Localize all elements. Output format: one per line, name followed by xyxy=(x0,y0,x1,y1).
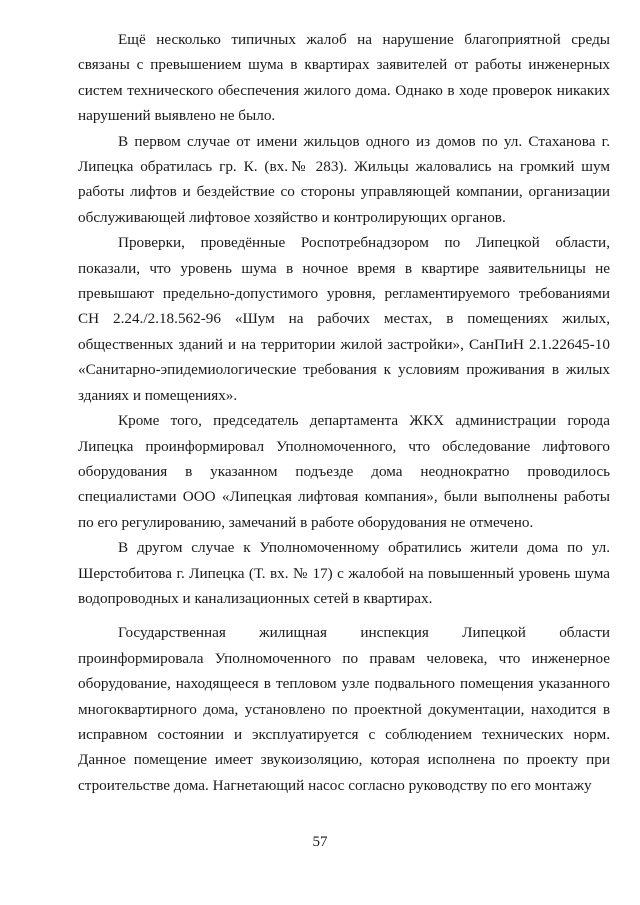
paragraph-rospotrebnadzor-check: Проверки, проведённые Роспотребнадзором по Липецкой области, показали, что уровень шума в ночное время в квартире заявительницы не превышают предельно-допустимого уровня, регламентируемого требованиями СН 2.24./2.18.562-96 «Шум на рабочих местах, в помещениях жилых, общественных зданий и на территории жилой застройки», СанПиН 2.1.22645-10 «Санитарно-эпидемиологические требования к условиям проживания в жилых зданиях и помещениях». xyxy=(78,234,610,404)
paragraph-housing-inspection: Государственная жилищная инспекция Липецкой области проинформировала Уполномоченного по правам человека, что инженерное оборудование, находящееся в тепловом узле подвального помещения указанного многоквартирного дома, установлено по проектной документации, находится в исправном состоянии и эксплуатируется с соблюдением технических норм. Данное помещение имеет звукоизоляцию, которая исполнена по проекту при строительстве дома. Нагнетающий насос согласно руководству по его монтажу xyxy=(78,624,610,794)
paragraph-housing-department: Кроме того, председатель департамента ЖКХ администрации города Липецка проинформировал Уполномоченного, что обследование лифтового оборудования в указанном подъезде дома неоднократно проводилось специалистами ООО «Липецкая лифтовая компания», были выполнены работы по его регулированию, замечаний в работе оборудования не отмечено. xyxy=(78,412,610,531)
paragraph-noise-complaints: Ещё несколько типичных жалоб на нарушение благоприятной среды связаны с превышением шума в квартирах заявителей от работы инженерных систем технического обеспечения жилого дома. Однако в ходе проверок никаких нарушений выявлено не было. xyxy=(78,31,610,125)
document-body xyxy=(78,27,610,798)
paragraph-sherstobitova-case: В другом случае к Уполномоченному обратились жители дома по ул. Шерстобитова г. Липецка (Т. вх. № 17) с жалобой на повышенный уровень шума водопроводных и канализационных сетей в квартирах. xyxy=(78,539,610,607)
page-number: 57 xyxy=(312,834,328,850)
paragraph-stakhanova-case: В первом случае от имени жильцов одного из домов по ул. Стаханова г. Липецка обратилась гр. К. (вх.№ 283). Жильцы жаловались на громкий шум работы лифтов и бездействие со стороны управляющей компании, организации обслуживающей лифтовое хозяйство и контролирующих органов. xyxy=(78,132,610,226)
